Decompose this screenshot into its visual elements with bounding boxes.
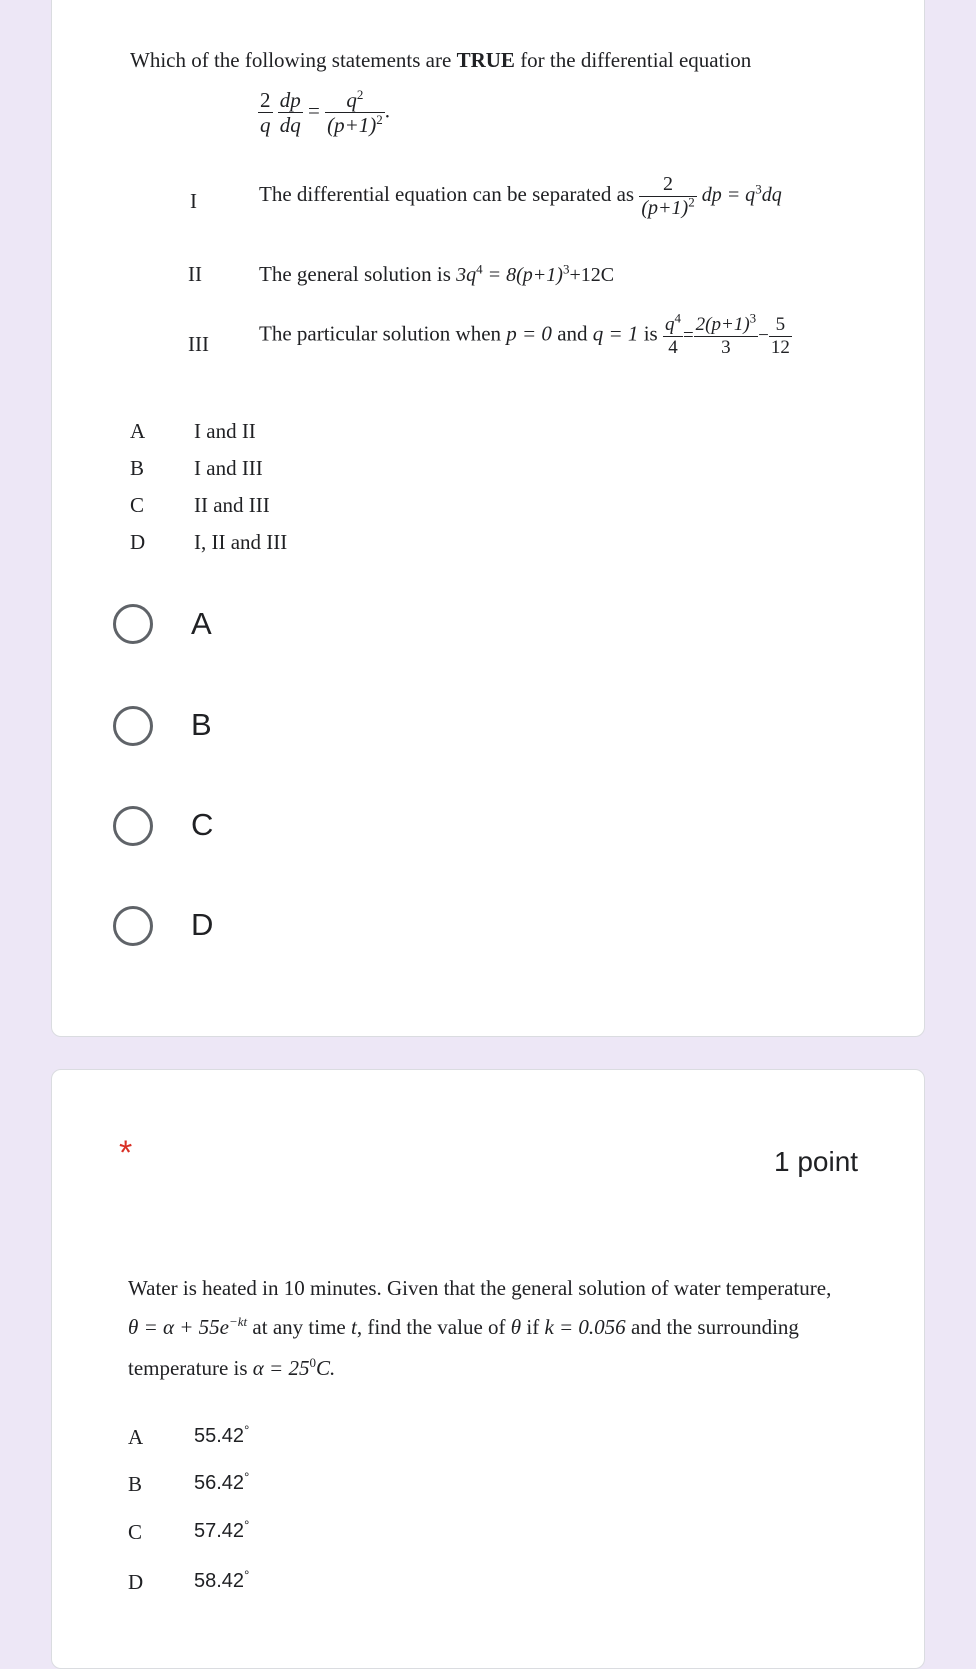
s1-den: (p+1) xyxy=(641,197,689,219)
theta-equation: θ = α + 55e xyxy=(128,1315,230,1339)
statement-1-text: The differential equation can be separated as xyxy=(259,182,635,207)
s1-den-exp: 2 xyxy=(688,194,695,210)
line3-text: temperature is xyxy=(128,1356,253,1380)
intro-text: Which of the following statements are xyxy=(130,48,457,72)
intro-text-end: for the differential equation xyxy=(514,48,752,72)
radio-label-a[interactable]: A xyxy=(191,606,212,641)
radio-label-d[interactable]: D xyxy=(191,907,214,942)
line2-text-c: if xyxy=(521,1315,545,1339)
statement-1 xyxy=(259,173,782,220)
q1-choice-text-a: I and II xyxy=(194,419,256,443)
question-2-line-1: Water is heated in 10 minutes. Given that the general solution of water temperature, xyxy=(128,1276,832,1300)
s3-f2-num-exp: 3 xyxy=(749,310,757,326)
statement-3: The particular solution when p = 0 and q = 1 is $\frac{q^4}{4}$ = $\frac{2(p+1)^3}{3}$ − $\frac{5}{12}$ xyxy=(259,310,790,358)
alpha-degree: 0 xyxy=(309,1355,316,1370)
s3-and: and xyxy=(557,321,588,346)
statement-2-text: The general solution is xyxy=(259,262,451,286)
question-1-intro xyxy=(130,48,751,73)
line2-text-a: at any time xyxy=(247,1315,351,1339)
radio-label-b[interactable]: B xyxy=(191,707,212,742)
s3-f2-den: 3 xyxy=(721,336,731,358)
alpha-unit: C. xyxy=(315,1356,336,1380)
question-card-1 xyxy=(51,0,925,1037)
line2-t: t xyxy=(350,1315,357,1339)
radio-option-b[interactable] xyxy=(113,706,153,746)
s3-is: is xyxy=(643,321,658,346)
eq-num-b: dp xyxy=(279,88,301,112)
q2-choice-text-b xyxy=(194,1469,250,1495)
eq-rhs-num: q xyxy=(346,88,357,112)
radio-option-c[interactable] xyxy=(113,806,153,846)
s2-c: +12C xyxy=(569,264,615,286)
question-2-line-2 xyxy=(128,1315,799,1340)
line2-k: k = 0.056 xyxy=(544,1315,626,1339)
eq-rhs-num-exp: 2 xyxy=(356,87,364,102)
s3-q: q = 1 xyxy=(592,321,639,346)
s2-b-exp: 3 xyxy=(562,261,570,277)
s3-p: p = 0 xyxy=(506,321,552,346)
statement-numeral-1: I xyxy=(190,189,197,213)
s3-f1-num: q xyxy=(664,314,675,335)
q2-choice-value-c: 57.42 xyxy=(194,1520,245,1542)
q1-choice-text-b: I and III xyxy=(194,456,263,480)
q1-choice-letter-c: C xyxy=(130,493,145,517)
s1-rest: dp = q xyxy=(701,184,756,207)
q2-choice-text-c xyxy=(194,1517,250,1543)
s2-a-exp: 4 xyxy=(476,261,483,277)
q2-choice-value-a: 55.42 xyxy=(194,1425,245,1447)
intro-bold: TRUE xyxy=(456,48,515,72)
eq-den-b: dq xyxy=(279,113,301,138)
degree-symbol: ° xyxy=(244,1422,250,1438)
points-label: 1 point xyxy=(774,1146,859,1177)
eq-num-a: 2 xyxy=(260,88,271,112)
radio-option-d[interactable] xyxy=(113,906,153,946)
q2-choice-value-d: 58.42 xyxy=(194,1570,245,1592)
q1-choice-text-d: I, II and III xyxy=(194,530,288,554)
eq-rhs-den-exp: 2 xyxy=(376,112,383,128)
s2-b: = 8(p+1) xyxy=(487,264,563,286)
q2-choice-value-b: 56.42 xyxy=(194,1472,245,1494)
statement-numeral-3: III xyxy=(188,332,209,356)
q2-choice-text-d xyxy=(194,1567,250,1593)
q1-choice-text-c: II and III xyxy=(194,493,270,517)
degree-symbol: ° xyxy=(244,1469,250,1485)
eq-rhs-den: (p+1) xyxy=(327,113,377,138)
s3-f2-num: 2(p+1) xyxy=(695,314,750,335)
q2-choice-letter-d: D xyxy=(128,1570,144,1594)
s3-f3-num: 5 xyxy=(769,314,792,337)
statement-3-text: The particular solution when xyxy=(259,321,502,346)
main-equation: $\frac{2}{q}$ $\frac{dp}{dq}$ = $\frac{q^2}{(p+1)^2}$ . xyxy=(260,87,391,138)
line2-theta: θ xyxy=(510,1315,522,1339)
radio-label-c[interactable]: C xyxy=(191,807,214,842)
q1-choice-letter-d: D xyxy=(130,530,146,554)
q1-choice-letter-b: B xyxy=(130,456,145,480)
radio-option-a[interactable] xyxy=(113,604,153,644)
q1-choice-letter-a: A xyxy=(130,419,146,443)
eq-den-a: q xyxy=(260,113,271,138)
s3-f3-den: 12 xyxy=(770,336,790,358)
required-asterisk: * xyxy=(119,1134,133,1172)
statement-2 xyxy=(259,262,614,287)
degree-symbol: ° xyxy=(244,1567,250,1583)
s3-f1-num-exp: 4 xyxy=(674,310,681,326)
q2-choice-letter-b: B xyxy=(128,1472,143,1496)
degree-symbol: ° xyxy=(244,1517,250,1533)
alpha-equation: α = 25 xyxy=(252,1356,310,1380)
q2-choice-letter-a: A xyxy=(128,1425,144,1449)
line2-text-d: and the surrounding xyxy=(625,1315,799,1339)
s1-num: 2 xyxy=(639,173,696,197)
s1-rest-end: dq xyxy=(761,184,782,207)
s3-f1-den: 4 xyxy=(668,336,678,358)
s1-rest-exp: 3 xyxy=(755,181,762,197)
statement-numeral-2: II xyxy=(188,262,202,286)
question-2-line-3 xyxy=(128,1356,335,1381)
q2-choice-letter-c: C xyxy=(128,1520,143,1544)
s2-a: 3q xyxy=(456,264,477,286)
q2-choice-text-a xyxy=(194,1422,250,1448)
theta-equation-exp: −kt xyxy=(229,1314,248,1329)
line2-text-b: , find the value of xyxy=(356,1315,511,1339)
